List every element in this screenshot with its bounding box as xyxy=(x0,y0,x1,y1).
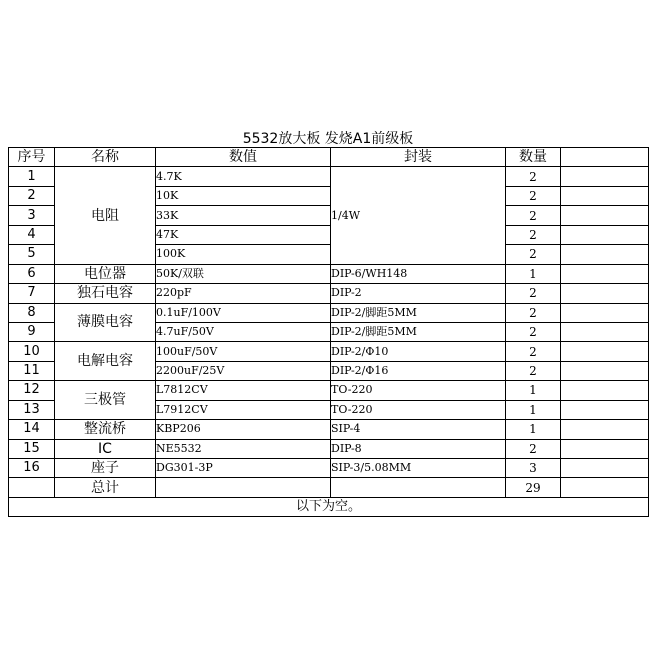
cell-qty: 1 xyxy=(506,264,561,283)
cell-no: 3 xyxy=(9,206,55,225)
cell-package: DIP-2/脚距5MM xyxy=(331,322,506,341)
cell-package: DIP-6/WH148 xyxy=(331,264,506,283)
cell-qty: 2 xyxy=(506,361,561,380)
cell-qty: 2 xyxy=(506,245,561,264)
table-row xyxy=(9,284,649,303)
table-row xyxy=(9,381,649,400)
table-row xyxy=(9,342,649,361)
cell-package: SIP-4 xyxy=(331,420,506,439)
cell-qty: 3 xyxy=(506,459,561,478)
cell-no: 7 xyxy=(9,284,55,303)
cell-value: 33K xyxy=(156,206,331,225)
cell-qty: 1 xyxy=(506,420,561,439)
cell-value: 220pF xyxy=(156,284,331,303)
cell-no: 15 xyxy=(9,439,55,458)
cell-value: L7812CV xyxy=(156,381,331,400)
table-row xyxy=(9,459,649,478)
cell-extra xyxy=(561,264,649,283)
cell-no: 13 xyxy=(9,400,55,419)
cell-extra xyxy=(561,167,649,186)
cell-value: KBP206 xyxy=(156,420,331,439)
cell-qty: 2 xyxy=(506,322,561,341)
cell-qty: 1 xyxy=(506,400,561,419)
cell-extra xyxy=(561,206,649,225)
cell-value: 2200uF/25V xyxy=(156,361,331,380)
cell-package: TO-220 xyxy=(331,381,506,400)
cell-qty: 1 xyxy=(506,381,561,400)
cell-package: DIP-2/Φ16 xyxy=(331,361,506,380)
cell-package: SIP-3/5.08MM xyxy=(331,459,506,478)
cell-name: 电位器 xyxy=(55,264,156,283)
cell-qty: 2 xyxy=(506,342,561,361)
cell-value: NE5532 xyxy=(156,439,331,458)
table-row xyxy=(9,167,649,186)
cell-no: 11 xyxy=(9,361,55,380)
table-header-row xyxy=(9,148,649,167)
header-qty: 数量 xyxy=(506,148,561,167)
cell-value: 0.1uF/100V xyxy=(156,303,331,322)
cell-no: 10 xyxy=(9,342,55,361)
cell-extra xyxy=(561,478,649,497)
cell-extra xyxy=(561,342,649,361)
cell-name-resistor: 电阻 xyxy=(55,167,156,264)
cell-no: 14 xyxy=(9,420,55,439)
cell-extra xyxy=(561,225,649,244)
header-no: 序号 xyxy=(9,148,55,167)
cell-name: 三极管 xyxy=(55,381,156,420)
cell-extra xyxy=(561,381,649,400)
cell-no: 9 xyxy=(9,322,55,341)
cell-value: DG301-3P xyxy=(156,459,331,478)
cell-qty: 2 xyxy=(506,206,561,225)
cell-value: 10K xyxy=(156,186,331,205)
cell-value xyxy=(156,478,331,497)
cell-value: 50K/双联 xyxy=(156,264,331,283)
table-row xyxy=(9,439,649,458)
cell-name: 薄膜电容 xyxy=(55,303,156,342)
cell-extra xyxy=(561,186,649,205)
document-title: 5532放大板 发烧A1前级板 xyxy=(242,131,414,147)
cell-no: 5 xyxy=(9,245,55,264)
cell-qty: 2 xyxy=(506,186,561,205)
cell-name: 电解电容 xyxy=(55,342,156,381)
header-value: 数值 xyxy=(156,148,331,167)
cell-extra xyxy=(561,284,649,303)
cell-qty: 2 xyxy=(506,284,561,303)
total-row xyxy=(9,478,649,497)
cell-extra xyxy=(561,459,649,478)
cell-package: TO-220 xyxy=(331,400,506,419)
footer-note: 以下为空。 xyxy=(9,497,649,516)
cell-extra xyxy=(561,439,649,458)
cell-name: IC xyxy=(55,439,156,458)
table-row xyxy=(9,264,649,283)
cell-qty: 2 xyxy=(506,439,561,458)
cell-no: 4 xyxy=(9,225,55,244)
cell-no xyxy=(9,478,55,497)
cell-package xyxy=(331,478,506,497)
cell-value: 4.7uF/50V xyxy=(156,322,331,341)
table-row xyxy=(9,303,649,322)
cell-no: 2 xyxy=(9,186,55,205)
cell-qty: 2 xyxy=(506,167,561,186)
cell-package: DIP-2/Φ10 xyxy=(331,342,506,361)
cell-package-resistor: 1/4W xyxy=(331,167,506,264)
cell-name: 独石电容 xyxy=(55,284,156,303)
cell-no: 1 xyxy=(9,167,55,186)
cell-extra xyxy=(561,400,649,419)
cell-name: 整流桥 xyxy=(55,420,156,439)
cell-extra xyxy=(561,322,649,341)
cell-name: 座子 xyxy=(55,459,156,478)
total-label: 总计 xyxy=(55,478,156,497)
cell-value: 47K xyxy=(156,225,331,244)
cell-no: 12 xyxy=(9,381,55,400)
cell-package: DIP-2 xyxy=(331,284,506,303)
cell-no: 16 xyxy=(9,459,55,478)
cell-package: DIP-2/脚距5MM xyxy=(331,303,506,322)
cell-no: 6 xyxy=(9,264,55,283)
total-qty: 29 xyxy=(506,478,561,497)
cell-extra xyxy=(561,420,649,439)
cell-extra xyxy=(561,361,649,380)
header-extra xyxy=(561,148,649,167)
cell-value: 4.7K xyxy=(156,167,331,186)
cell-extra xyxy=(561,303,649,322)
cell-package: DIP-8 xyxy=(331,439,506,458)
cell-value: 100K xyxy=(156,245,331,264)
footer-row xyxy=(9,497,649,516)
header-name: 名称 xyxy=(55,148,156,167)
cell-qty: 2 xyxy=(506,303,561,322)
cell-no: 8 xyxy=(9,303,55,322)
header-package: 封装 xyxy=(331,148,506,167)
cell-qty: 2 xyxy=(506,225,561,244)
cell-value: L7912CV xyxy=(156,400,331,419)
cell-extra xyxy=(561,245,649,264)
bom-table xyxy=(8,147,649,517)
table-row xyxy=(9,420,649,439)
cell-value: 100uF/50V xyxy=(156,342,331,361)
